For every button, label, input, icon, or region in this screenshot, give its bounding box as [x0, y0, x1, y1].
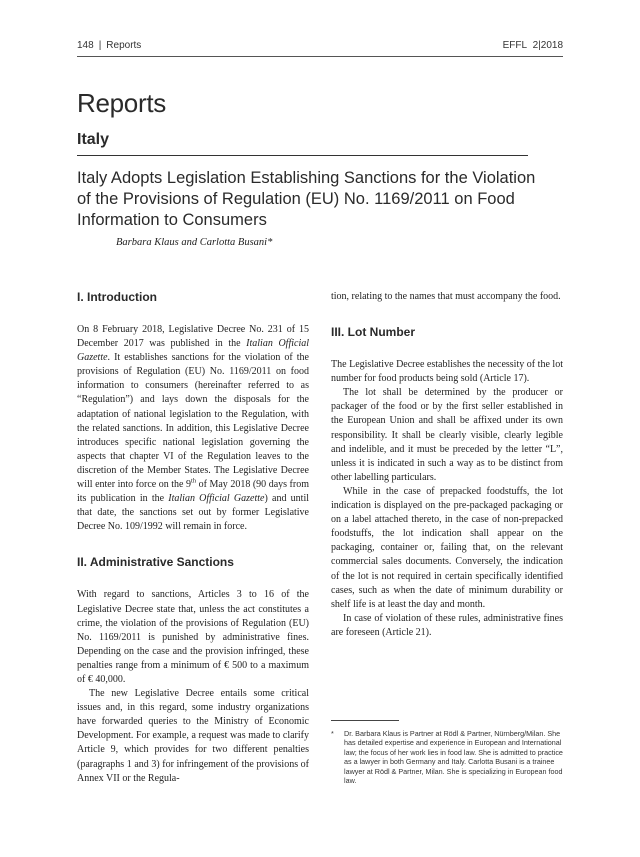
lot-paragraph-4: In case of violation of these rules, administrative fines are foreseen (Article 21). [331, 612, 563, 638]
intro-paragraph [77, 323, 309, 534]
journal-name: EFFL [502, 40, 528, 51]
country-heading: Italy [77, 131, 110, 148]
left-column [77, 290, 309, 786]
lot-heading: III. Lot Number [331, 325, 415, 340]
intro-text-b: . It establishes sanctions for the violation of the provisions of Regulation (EU) No. 1169/2011 on food information to consumers (hereinafter referred to as “Regulation”) and lays down the disposals for the adaptation of national legislation to the Regulation, with the related sanctions. In addition, this Legislative Decree introduces specific national legislation governing the aspects that chapter VI of the Regulation leaves to the discretion of the Member States. The Legislative Decree will enter into force on the 9 [77, 352, 309, 491]
running-head [77, 40, 563, 56]
separator: | [98, 40, 102, 51]
page-number: 148 [77, 40, 94, 51]
intro-gazette-2: Italian Official Gazette [168, 493, 265, 505]
footnote-text: Dr. Barbara Klaus is Partner at Rödl & Partner, Nürnberg/Milan. She has detailed expertise and experience in European and International law; the focus of her work lies in food law. She is admitted to practice as a lawyer in both Germany and Italy. Carlotta Busani is a trainee lawyer at Rödl & Partner, Milan. She is specializing in European food law. [344, 729, 563, 786]
lot-paragraph-3: While in the case of prepacked foodstuffs, the lot indication is displayed on the pre-packaged packaging or on a label attached thereto, in the case of non-prepacked foodstuffs, the lot indication shall appear on the packaging, container or, failing that, on the relevant commercial sales documents. Conversely, the indication of the lot is not required in certain specifically identified cases, such as when the date of minimum durability or shelf life is at least the day and month. [331, 485, 563, 610]
running-section: Reports [106, 40, 142, 51]
lot-paragraph-1: The Legislative Decree establishes the necessity of the lot number for food products being sold (Article 17). [331, 359, 563, 385]
intro-text-d: ) and until that date, the sanctions set out by former Legislative Decree No. 109/1992 will remain in force. [77, 493, 309, 533]
sanctions-continued: tion, relating to the names that must accompany the food. [331, 291, 561, 302]
lot-paragraph-2: The lot shall be determined by the producer or packager of the food or by the first seller established in the European Union and shall be affixed under its own responsibility. It shall be clearly visible, clearly legible and indelible, and it must be preceded by the letter “L”, unless it is indicated in such a way as to be distinct from other labelling particulars. [331, 387, 563, 483]
article-authors: Barbara Klaus and Carlotta Busani* [116, 237, 273, 248]
intro-text-c: of May 2018 (90 days from its publication in the [77, 479, 309, 505]
sanctions-heading: II. Administrative Sanctions [77, 555, 234, 570]
sanctions-paragraph-1: With regard to sanctions, Articles 3 to 16 of the Legislative Decree state that, unless the act constitutes a crime, the violation of the provisions of Regulation (EU) No. 1169/2011 is punished by administrative fines. Depending on the case and the provision infringed, these penalties range from a minimum of € 500 to a maximum of € 40,000. [77, 589, 309, 685]
country-rule [77, 155, 528, 156]
intro-heading: I. Introduction [77, 290, 157, 304]
header-rule [77, 56, 563, 57]
section-title: Reports [77, 88, 166, 118]
intro-text-a: On 8 February 2018, Legislative Decree No. 231 of 15 December 2017 was published in the [77, 324, 309, 350]
intro-gazette: Italian Official Gazette [77, 338, 309, 364]
footnote-rule [331, 720, 399, 721]
right-column [331, 290, 563, 640]
footnote [331, 729, 563, 785]
running-head-right [503, 40, 563, 51]
intro-sup: th [191, 477, 197, 485]
article-title: Italy Adopts Legislation Establishing Sanctions for the Violation of the Provisions of Regulation (EU) No. 1169/2011 on Food Information to Consumers [77, 169, 536, 229]
sanctions-paragraph-2: The new Legislative Decree entails some critical issues and, in this regard, some industry organizations have forwarded queries to the Ministry of Economic Development. For example, a request was made to clarify Article 9, which provides for two different penalties (paragraphs 1 and 3) for infringement of the provisions of Annex VII or the Regula- [77, 688, 309, 784]
running-head-left [77, 40, 141, 51]
journal-issue: 2|2018 [532, 40, 563, 51]
footnote-mark: * [331, 729, 334, 738]
